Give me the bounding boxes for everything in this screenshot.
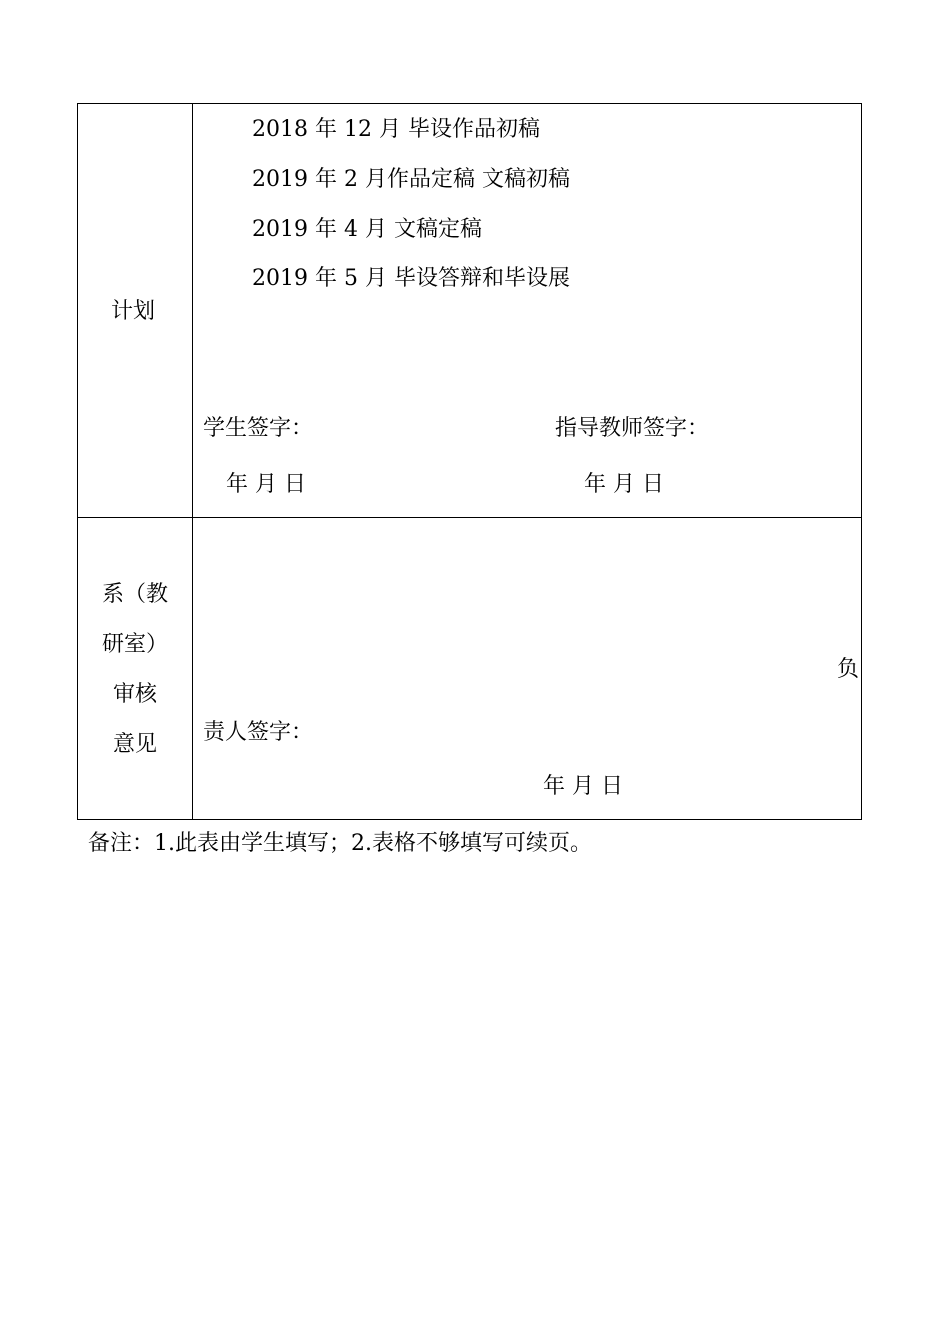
form-table [77, 103, 862, 820]
review-sign-label-part2: 责人签字： [203, 720, 314, 745]
student-sign-label: 学生签字： [203, 416, 314, 441]
review-label-cell [78, 518, 193, 819]
student-date: 年 月 日 [226, 472, 306, 497]
review-content-cell [193, 518, 861, 819]
plan-label-cell [78, 104, 193, 517]
review-row [78, 518, 861, 819]
plan-content-cell [193, 104, 861, 517]
plan-item: 2019 年 4 月 文稿定稿 [252, 217, 482, 242]
plan-label: 计划 [111, 299, 156, 324]
teacher-date: 年 月 日 [584, 472, 664, 497]
review-label-line: 系（教 [101, 582, 168, 607]
plan-row [78, 104, 861, 518]
review-label-line: 审核 [112, 682, 157, 707]
review-label-line: 研室） [101, 632, 168, 657]
teacher-sign-label: 指导教师签字： [555, 416, 710, 441]
plan-item: 2019 年 2 月作品定稿 文稿初稿 [252, 167, 570, 192]
review-date: 年 月 日 [543, 774, 623, 799]
plan-item: 2019 年 5 月 毕设答辩和毕设展 [252, 266, 570, 291]
review-sign-label-part1: 负 [836, 657, 859, 682]
review-label-line: 意见 [112, 732, 157, 757]
footnote: 备注：1.此表由学生填写；2.表格不够填写可续页。 [88, 831, 592, 856]
plan-item: 2018 年 12 月 毕设作品初稿 [252, 117, 540, 142]
